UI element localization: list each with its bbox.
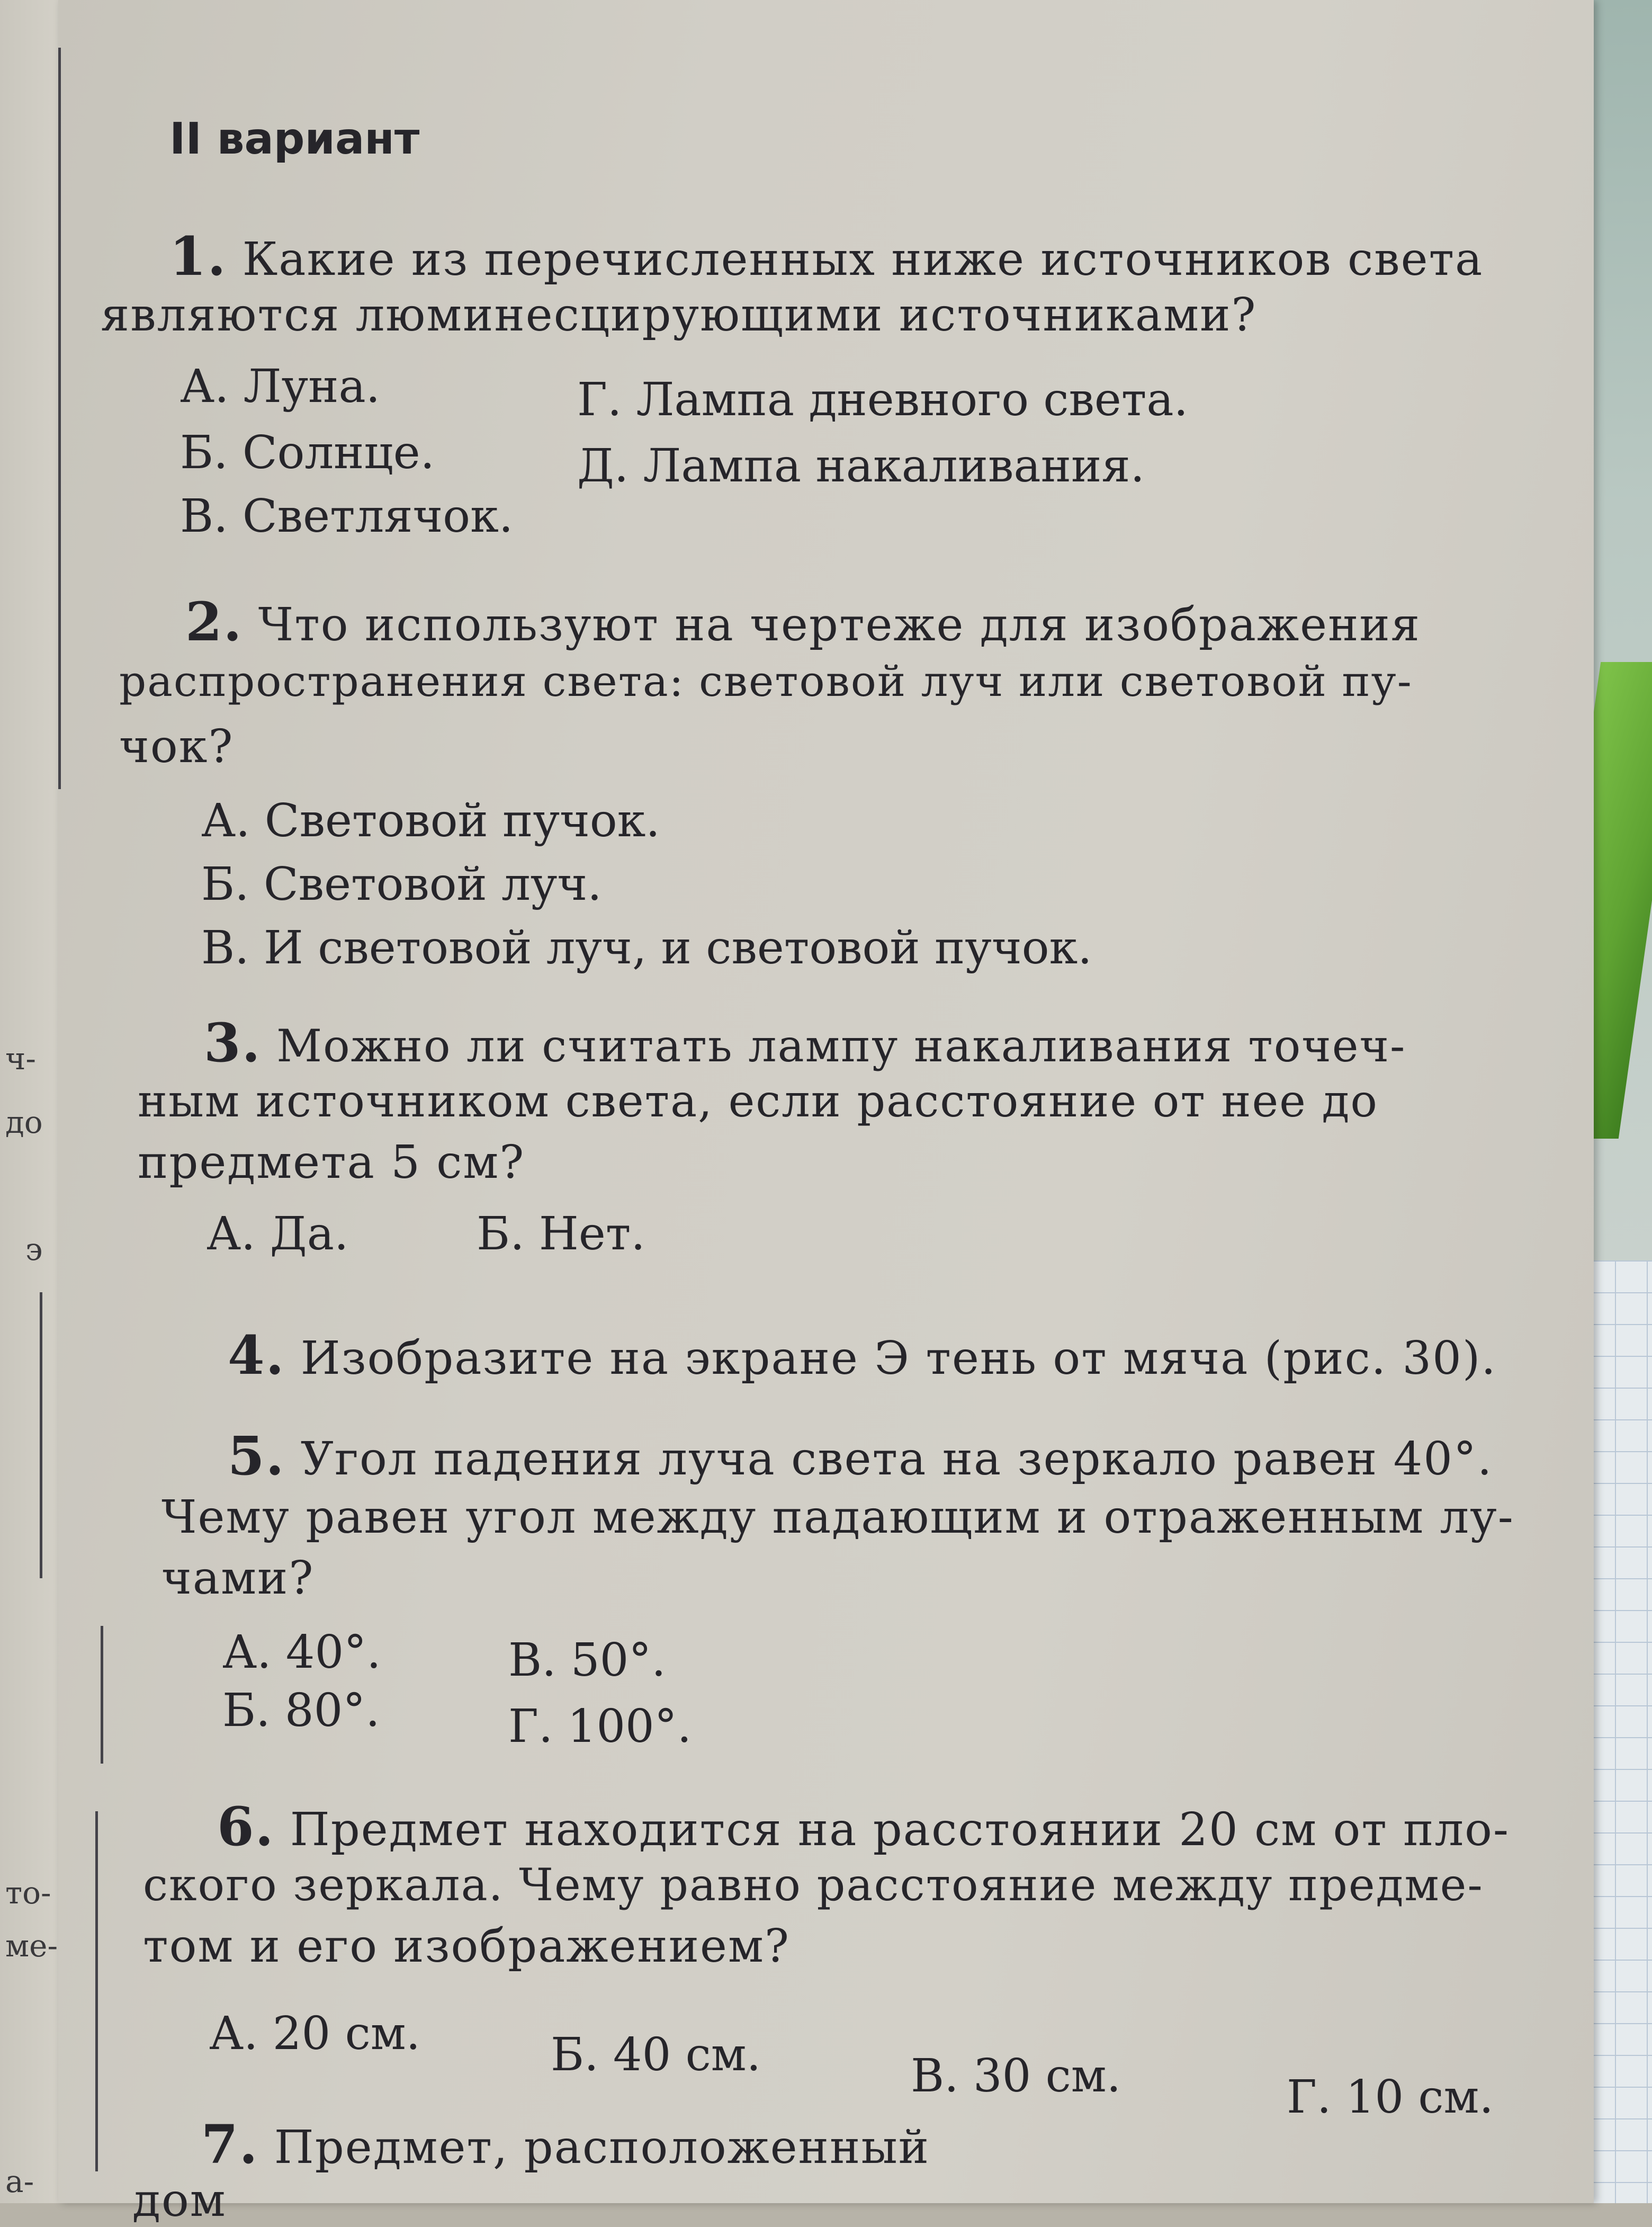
margin-fragment: до [5, 1104, 43, 1140]
question-2-line-1: 2. Что используют на чертеже для изображения [185, 591, 1421, 653]
answer-option: Г. Лампа дневного света. [577, 373, 1188, 426]
question-number: 7. [201, 2113, 259, 2176]
answer-option: Б. Световой луч. [201, 858, 602, 911]
answer-option: Б. 40 см. [551, 2028, 761, 2081]
question-1-line-2: являются люминесцирующими источниками? [101, 289, 1257, 342]
answer-option: А. Световой пучок. [201, 794, 660, 847]
question-3-line-3: предмета 5 см? [138, 1136, 525, 1189]
answer-option: В. 30 см. [911, 2050, 1121, 2103]
page-margin-line [95, 1811, 98, 2171]
answer-option: Б. Нет. [477, 1208, 645, 1260]
question-2-line-3: чок? [119, 720, 234, 773]
margin-fragment: ме- [5, 1928, 58, 1964]
question-6-line-2: ского зеркала. Чему равно расстояние между предме- [143, 1859, 1484, 1911]
answer-option: В. Светлячок. [180, 490, 514, 543]
question-4-line-1: 4. Изобразите на экране Э тень от мяча (рис. 30). [228, 1324, 1497, 1387]
question-number: 6. [217, 1795, 275, 1858]
question-6-line-1: 6. Предмет находится на расстоянии 20 см от пло- [217, 1795, 1510, 1858]
question-number: 4. [228, 1324, 285, 1387]
margin-fragment: э [25, 1231, 43, 1267]
question-5-line-3: чами? [161, 1552, 315, 1605]
answer-option: В. 50°. [508, 1634, 666, 1687]
question-number: 5. [228, 1425, 285, 1487]
answer-option: А. 40°. [222, 1626, 381, 1679]
answer-option: Д. Лампа накаливания. [577, 440, 1145, 493]
question-number: 1. [169, 225, 227, 288]
question-number: 3. [204, 1012, 262, 1074]
answer-option: А. 20 см. [209, 2007, 420, 2060]
question-5-line-2: Чему равен угол между падающим и отраженным лу- [161, 1491, 1514, 1544]
question-5-line-1: 5. Угол падения луча света на зеркало равен 40°. [228, 1425, 1493, 1487]
margin-fragment: ч- [5, 1041, 36, 1077]
question-3-line-1: 3. Можно ли считать лампу накаливания точеч- [204, 1012, 1406, 1074]
question-2-line-2: распространения света: световой луч или световой пу- [119, 657, 1413, 706]
question-3-line-2: ным источником света, если расстояние от нее до [138, 1075, 1378, 1127]
question-7-line-2: дом [132, 2174, 227, 2227]
question-number: 2. [185, 591, 243, 653]
answer-option: Б. 80°. [222, 1684, 380, 1737]
question-7-line-1: 7. Предмет, расположенный [201, 2113, 930, 2176]
answer-option: А. Луна. [180, 360, 381, 413]
page-margin-line [58, 48, 61, 789]
variant-heading: II вариант [169, 114, 420, 164]
page-margin-line [40, 1292, 42, 1578]
page-margin-line [101, 1626, 103, 1764]
margin-fragment: то- [5, 1875, 51, 1911]
answer-option: А. Да. [206, 1208, 349, 1260]
answer-option: Г. 10 см. [1287, 2071, 1494, 2124]
answer-option: Б. Солнце. [180, 426, 435, 479]
answer-option: Г. 100°. [508, 1700, 692, 1753]
question-1-line-1: 1. Какие из перечисленных ниже источников света [169, 225, 1484, 288]
margin-fragment: а- [5, 2163, 34, 2199]
answer-option: В. И световой луч, и световой пучок. [201, 922, 1092, 974]
question-6-line-3: том и его изображением? [143, 1920, 790, 1973]
